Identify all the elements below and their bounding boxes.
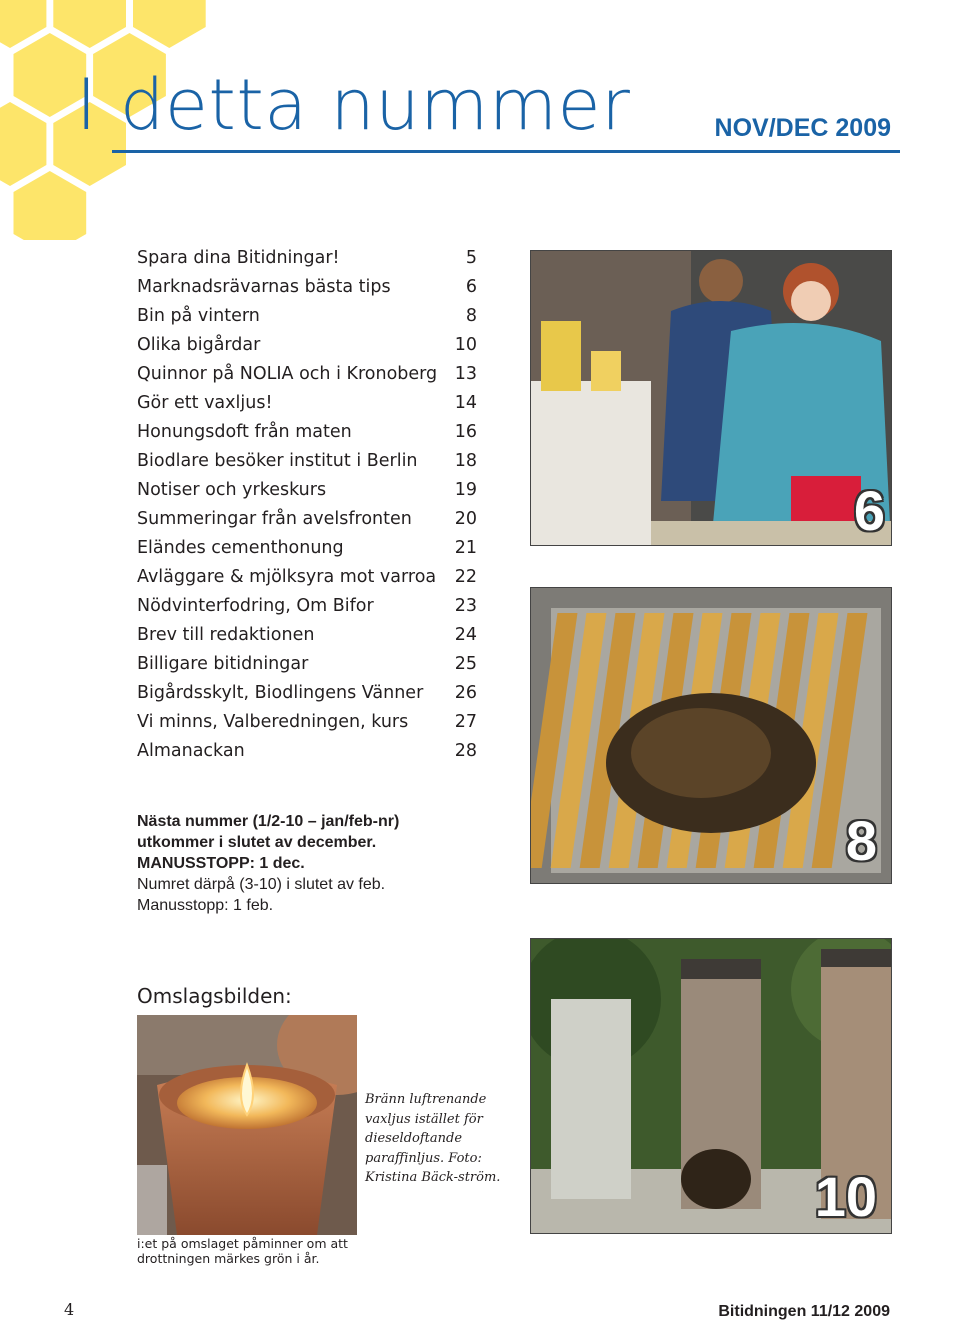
toc-item	[137, 534, 477, 563]
table-of-contents	[137, 244, 477, 766]
next-issue-line: Nästa nummer (1/2-10 – jan/feb-nr)	[137, 813, 400, 830]
page-number-badge: 10	[814, 1165, 877, 1228]
toc-page: 18	[454, 451, 477, 471]
toc-page: 8	[465, 306, 477, 326]
toc-page: 23	[454, 596, 477, 616]
toc-page: 24	[454, 625, 477, 645]
next-issue-info	[137, 811, 399, 916]
toc-item	[137, 331, 477, 360]
toc-item	[137, 360, 477, 389]
toc-page: 5	[465, 248, 477, 268]
toc-item	[137, 447, 477, 476]
magazine-name: Bitidningen	[718, 1303, 807, 1320]
toc-title: Bin på vintern	[137, 306, 260, 326]
beehive-frames-photo	[530, 587, 892, 884]
deadline-line: MANUSSTOPP: 1 dec.	[137, 855, 305, 872]
toc-title: Olika bigårdar	[137, 335, 261, 355]
toc-title: Almanackan	[137, 741, 245, 761]
apiary-photo	[530, 938, 892, 1234]
toc-item	[137, 418, 477, 447]
market-photo	[530, 250, 892, 546]
toc-title: Gör ett vaxljus!	[137, 393, 273, 413]
page-title: I detta nummer	[76, 64, 631, 146]
page-number: 4	[64, 1300, 75, 1319]
header-rule	[112, 150, 900, 153]
page-number-badge: 8	[845, 809, 877, 872]
toc-title: Biodlare besöker institut i Berlin	[137, 451, 418, 471]
honeycomb-cell	[0, 102, 46, 186]
cover-heading: Omslagsbilden:	[137, 984, 292, 1008]
toc-page: 27	[454, 712, 477, 732]
toc-item	[137, 244, 477, 273]
toc-title: Eländes cementhonung	[137, 538, 344, 558]
next-issue-line: utkommer i slutet av december.	[137, 834, 377, 851]
toc-page: 14	[454, 393, 477, 413]
toc-title: Billigare bitidningar	[137, 654, 309, 674]
toc-item	[137, 302, 477, 331]
toc-item	[137, 505, 477, 534]
toc-page: 19	[454, 480, 477, 500]
toc-page: 28	[454, 741, 477, 761]
toc-title: Nödvinterfodring, Om Bifor	[137, 596, 374, 616]
issue-number: 11/12 2009	[810, 1303, 890, 1320]
toc-item	[137, 592, 477, 621]
honeycomb-cell	[133, 0, 206, 48]
toc-title: Avläggare & mjölksyra mot varroa	[137, 567, 437, 587]
toc-item	[137, 621, 477, 650]
toc-title: Quinnor på NOLIA och i Kronoberg	[137, 364, 438, 384]
toc-item	[137, 708, 477, 737]
page-number-badge: 6	[853, 479, 885, 542]
toc-title: Honungsdoft från maten	[137, 422, 352, 442]
toc-title: Vi minns, Valberedningen, kurs	[137, 712, 409, 732]
toc-item	[137, 273, 477, 302]
toc-page: 21	[454, 538, 477, 558]
toc-page: 6	[465, 277, 477, 297]
toc-title: Brev till redaktionen	[137, 625, 315, 645]
toc-item	[137, 563, 477, 592]
cover-note: i:et på omslaget påminner om att drottningen märkes grön i år.	[137, 1236, 348, 1266]
toc-title: Spara dina Bitidningar!	[137, 248, 340, 268]
toc-title: Summeringar från avelsfronten	[137, 509, 412, 529]
toc-title: Bigårdsskylt, Biodlingens Vänner	[137, 683, 424, 703]
deadline-line: Manusstopp: 1 feb.	[137, 897, 274, 914]
toc-item	[137, 389, 477, 418]
toc-page: 22	[454, 567, 477, 587]
honeycomb-cell	[53, 0, 126, 48]
toc-page: 10	[454, 335, 477, 355]
toc-item	[137, 737, 477, 766]
cover-candle-photo	[137, 1015, 357, 1235]
footer-publication	[718, 1303, 890, 1321]
cover-caption: Bränn luftrenande vaxljus istället för dieseldoftande paraffinljus. Foto: Kristina Bäck-ström.	[365, 1092, 501, 1185]
toc-page: 13	[454, 364, 477, 384]
toc-page: 20	[454, 509, 477, 529]
toc-title: Notiser och yrkeskurs	[137, 480, 327, 500]
next-issue-line: Numret därpå (3-10) i slutet av feb.	[137, 876, 386, 893]
toc-title: Marknadsrävarnas bästa tips	[137, 277, 391, 297]
toc-item	[137, 679, 477, 708]
toc-item	[137, 476, 477, 505]
issue-date: NOV/DEC 2009	[714, 114, 891, 142]
toc-page: 25	[454, 654, 477, 674]
toc-page: 26	[454, 683, 477, 703]
honeycomb-cell	[14, 171, 87, 240]
toc-page: 16	[454, 422, 477, 442]
toc-item	[137, 650, 477, 679]
